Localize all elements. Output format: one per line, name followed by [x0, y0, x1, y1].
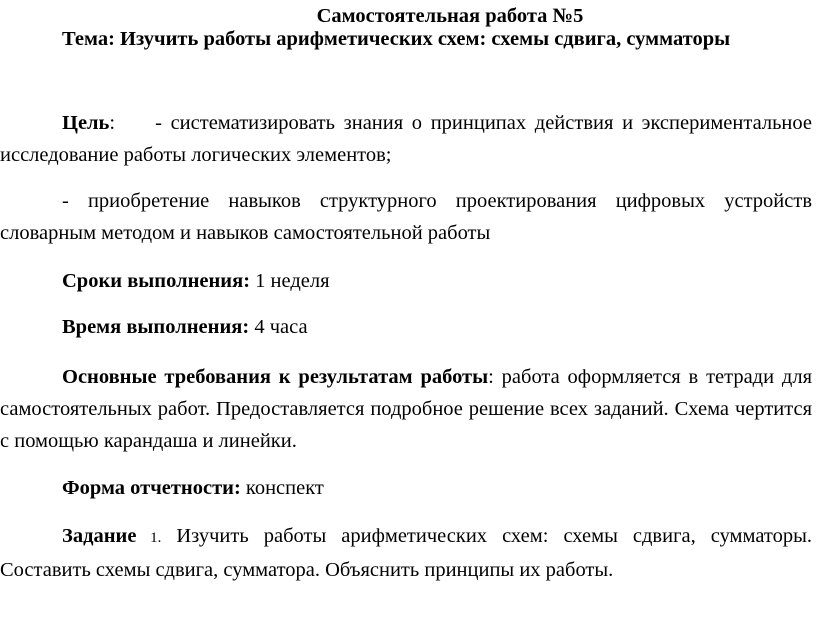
goal-text: - систематизировать знания о принципах действия и экспериментальное исследование работы логических элементов;: [0, 112, 812, 166]
term-label: Сроки выполнения:: [62, 270, 251, 292]
term-value: 1 неделя: [250, 270, 330, 292]
theme-text: Изучить работы арифметических схем: схемы сдвига, сумматоры: [120, 28, 731, 50]
task-text: Изучить работы арифметических схем: схемы сдвига, сумматоры. Составить схемы сдвига, сумматора. Объяснить принципы их работы.: [0, 525, 813, 581]
document-title: Самостоятельная работа №5: [316, 5, 584, 27]
time-value: 4 часа: [249, 316, 308, 338]
term-paragraph: [0, 265, 812, 297]
theme-label: Тема:: [62, 28, 115, 50]
requirements-label: Основные требования к результатам работы: [62, 366, 489, 388]
task-paragraph: [0, 520, 812, 586]
goal-label: Цель: [62, 112, 110, 134]
task-label: Задание: [62, 525, 137, 547]
goal-second-paragraph: [0, 185, 812, 249]
goal-paragraph: [0, 107, 812, 171]
theme-paragraph: [0, 23, 812, 55]
requirements-text: : работа оформляется в тетради для самостоятельных работ. Предоставляется подробное решение всех заданий. Схема чертится с помощью карандаша и линейки.: [0, 366, 812, 452]
task-number: 1.: [136, 530, 162, 546]
report-paragraph: [0, 472, 812, 504]
goal-second-text: - приобретение навыков структурного проектирования цифровых устройств словарным методом и навыков самостоятельной работы: [0, 190, 812, 244]
time-label: Время выполнения:: [62, 316, 250, 338]
time-paragraph: [0, 311, 812, 343]
report-value: конспект: [240, 477, 324, 499]
report-label: Форма отчетности:: [62, 477, 241, 499]
goal-colon: :: [109, 112, 116, 134]
requirements-paragraph: [0, 361, 812, 457]
